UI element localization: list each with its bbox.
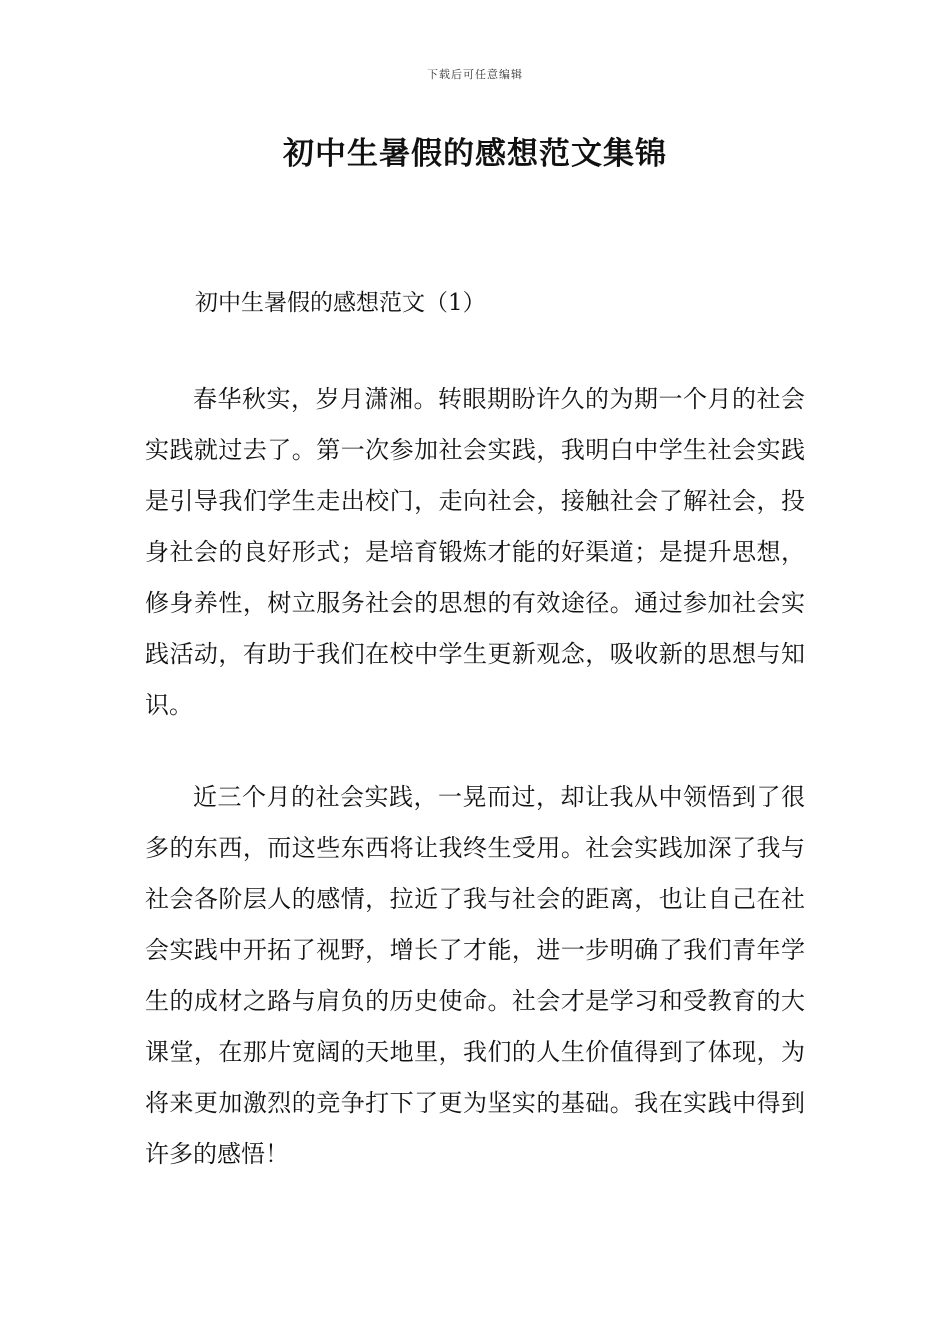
- section-heading: 初中生暑假的感想范文（1）: [195, 290, 486, 316]
- header-note: 下载后可任意编辑: [427, 68, 523, 81]
- document-title: 初中生暑假的感想范文集锦: [283, 136, 667, 172]
- paragraph-2: 近三个月的社会实践，一晃而过，却让我从中领悟到了很多的东西，而这些东西将让我终生受用。社会实践加深了我与社会各阶层人的感情，拉近了我与社会的距离，也让自己在社会实践中开拓了视野，增长了才能，进一步明确了我们青年学生的成材之路与肩负的历史使命。社会才是学习和受教育的大课堂，在那片宽阔的天地里，我们的人生价值得到了体现，为将来更加激烈的竞争打下了更为坚实的基础。我在实践中得到许多的感悟！: [145, 783, 805, 1168]
- paragraph-1: 春华秋实，岁月潇湘。转眼期盼许久的为期一个月的社会实践就过去了。第一次参加社会实践，我明白中学生社会实践是引导我们学生走出校门，走向社会，接触社会了解社会，投身社会的良好形式；是培育锻炼才能的好渠道；是提升思想，修身养性，树立服务社会的思想的有效途径。通过参加社会实践活动，有助于我们在校中学生更新观念，吸收新的思想与知识。: [145, 385, 805, 719]
